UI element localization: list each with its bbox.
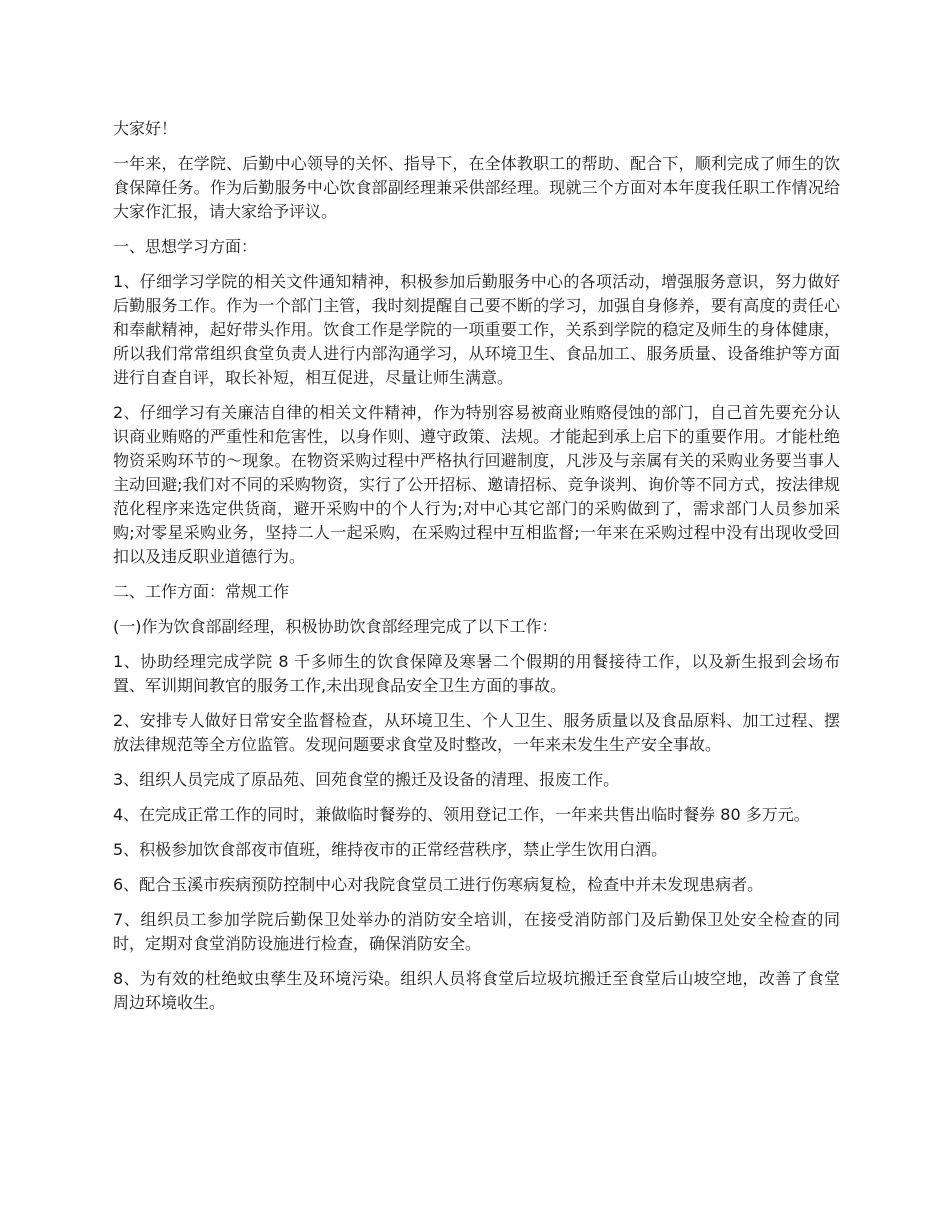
work-item-5: 5、积极参加饮食部夜市值班，维持夜市的正常经营秩序，禁止学生饮用白酒。 [113,840,668,859]
work-item-8: 8、为有效的杜绝蚊虫孳生及环境污染。组织人员将食堂后垃圾坑搬迁至食堂后山坡空地，改善了食堂周边环境收生。 [113,969,840,1012]
work-item-7: 7、组织员工参加学院后勤保卫处举办的消防安全培训，在接受消防部门及后勤保卫处安全检查的同时，定期对食堂消防设施进行检查，确保消防安全。 [113,910,840,953]
document-body [113,117,840,1026]
work-item-4: 4、在完成正常工作的同时，兼做临时餐券的、领用登记工作，一年来共售出临时餐券 80 多万元。 [113,805,810,824]
subsection-heading: (一)作为饮食部副经理，积极协助饮食部经理完成了以下工作： [113,617,558,636]
section-heading-study: 一、思想学习方面： [113,237,258,256]
work-item-2: 2、安排专人做好日常安全监督检查，从环境卫生、个人卫生、服务质量以及食品原料、加工过程、摆放法律规范等全方位监管。发现问题要求食堂及时整改，一年来未发生生产安全事故。 [113,711,840,754]
study-item-2: 2、仔细学习有关廉洁自律的相关文件精神，作为特别容易被商业贿赂侵蚀的部门，自己首先要充分认识商业贿赂的严重性和危害性，以身作则、遵守政策、法规。才能起到承上启下的重要作用。才能杜绝物资采购环节的～现象。在物资采购过程中严格执行回避制度，凡涉及与亲属有关的采购业务要当事人主动回避;我们对不同的采购物资，实行了公开招标、邀请招标、竞争谈判、询价等不同方式，按法律规范化程序来选定供货商，避开采购中的个人行为;对中心其它部门的采购做到了，需求部门人员参加采购;对零星采购业务，坚持二人一起采购，在采购过程中互相监督;一年来在采购过程中没有出现收受回扣以及违反职业道德行为。 [113,403,840,566]
greeting: 大家好！ [113,119,178,138]
intro-paragraph: 一年来，在学院、后勤中心领导的关怀、指导下，在全体教职工的帮助、配合下，顺利完成了师生的饮食保障任务。作为后勤服务中心饮食部副经理兼采供部经理。现就三个方面对本年度我任职工作情况给大家作汇报，请大家给予评议。 [113,154,840,221]
work-item-1: 1、协助经理完成学院 8 千多师生的饮食保障及寒暑二个假期的用餐接待工作，以及新生报到会场布置、军训期间教官的服务工作,未出现食品安全卫生方面的事故。 [113,652,840,695]
work-item-3: 3、组织人员完成了原品苑、回苑食堂的搬迁及设备的清理、报废工作。 [113,770,620,789]
section-heading-work: 二、工作方面：常规工作 [113,582,290,601]
study-item-1: 1、仔细学习学院的相关文件通知精神，积极参加后勤服务中心的各项活动，增强服务意识，努力做好后勤服务工作。作为一个部门主管，我时刻提醒自己要不断的学习，加强自身修养，要有高度的责任心和奉献精神，起好带头作用。饮食工作是学院的一项重要工作，关系到学院的稳定及师生的身体健康，所以我们常常组织食堂负责人进行内部沟通学习，从环境卫生、食品加工、服务质量、设备维护等方面进行自查自评，取长补短，相互促进，尽量让师生满意。 [113,272,840,387]
work-item-6: 6、配合玉溪市疾病预防控制中心对我院食堂员工进行伤寒病复检，检查中并未发现患病者。 [113,875,764,894]
